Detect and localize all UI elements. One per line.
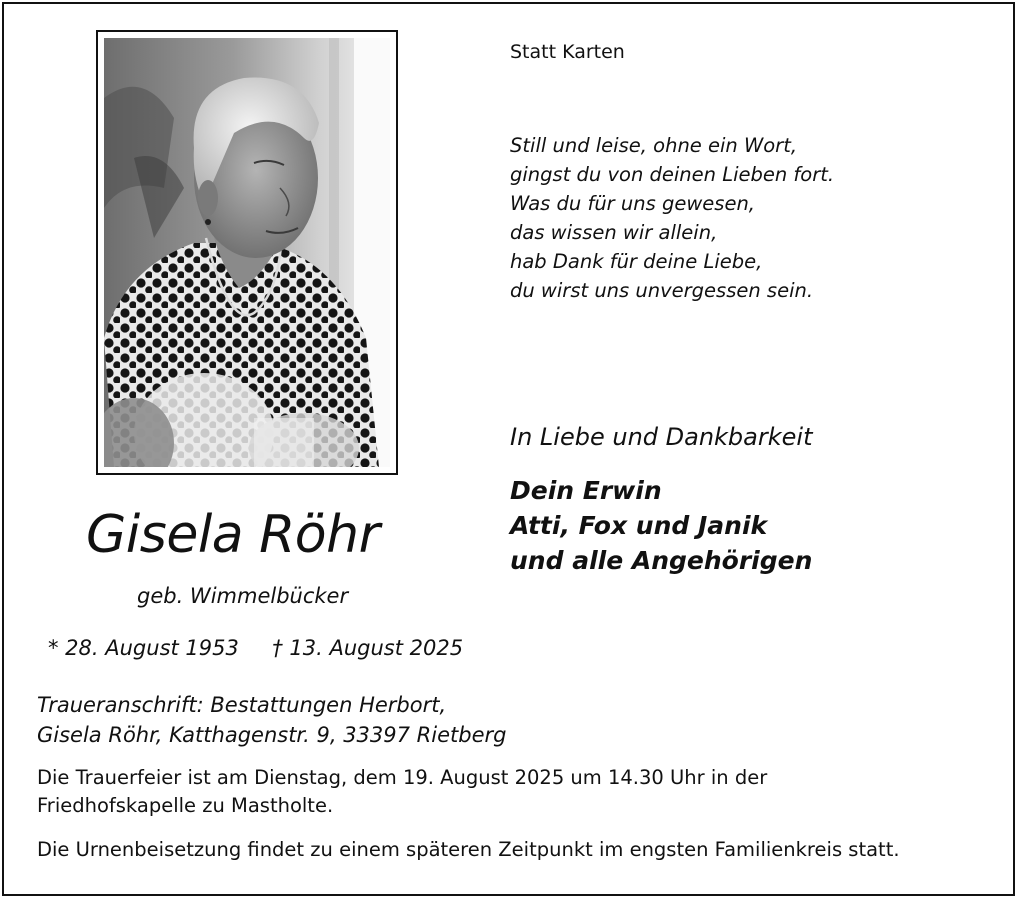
death-date: † 13. August 2025 bbox=[272, 636, 464, 660]
mourning-address bbox=[37, 690, 506, 750]
gratitude-intro: In Liebe und Dankbarkeit bbox=[510, 423, 813, 451]
burial-info: Die Urnenbeisetzung findet zu einem späteren Zeitpunkt im engsten Familienkreis statt. bbox=[37, 838, 900, 861]
mourners-list bbox=[510, 473, 812, 578]
poem bbox=[510, 131, 834, 305]
statt-karten-label: Statt Karten bbox=[510, 41, 625, 63]
ceremony-info bbox=[37, 764, 767, 820]
birth-date: * 28. August 1953 bbox=[48, 636, 239, 660]
mourner-line: Atti, Fox und Janik bbox=[510, 511, 768, 540]
mourner-line: und alle Angehörigen bbox=[510, 546, 813, 575]
ceremony-line: Die Trauerfeier ist am Dienstag, dem 19. August 2025 um 14.30 Uhr in der bbox=[37, 766, 768, 789]
portrait-photo bbox=[104, 38, 390, 467]
mourner-line: Dein Erwin bbox=[510, 476, 662, 505]
portrait-frame bbox=[96, 30, 398, 475]
poem-line: gingst du von deinen Lieben fort. bbox=[510, 163, 835, 186]
deceased-name: Gisela Röhr bbox=[86, 505, 380, 565]
poem-line: das wissen wir allein, bbox=[510, 221, 718, 244]
maiden-name: geb. Wimmelbücker bbox=[137, 584, 349, 608]
poem-line: du wirst uns unvergessen sein. bbox=[510, 279, 814, 302]
poem-line: Was du für uns gewesen, bbox=[510, 192, 756, 215]
address-line: Gisela Röhr, Katthagenstr. 9, 33397 Rietberg bbox=[37, 723, 507, 747]
ceremony-line: Friedhofskapelle zu Mastholte. bbox=[37, 794, 334, 817]
poem-line: Still und leise, ohne ein Wort, bbox=[510, 134, 798, 157]
life-dates bbox=[48, 636, 463, 660]
address-line: Traueranschrift: Bestattungen Herbort, bbox=[37, 693, 447, 717]
poem-line: hab Dank für deine Liebe, bbox=[510, 250, 763, 273]
